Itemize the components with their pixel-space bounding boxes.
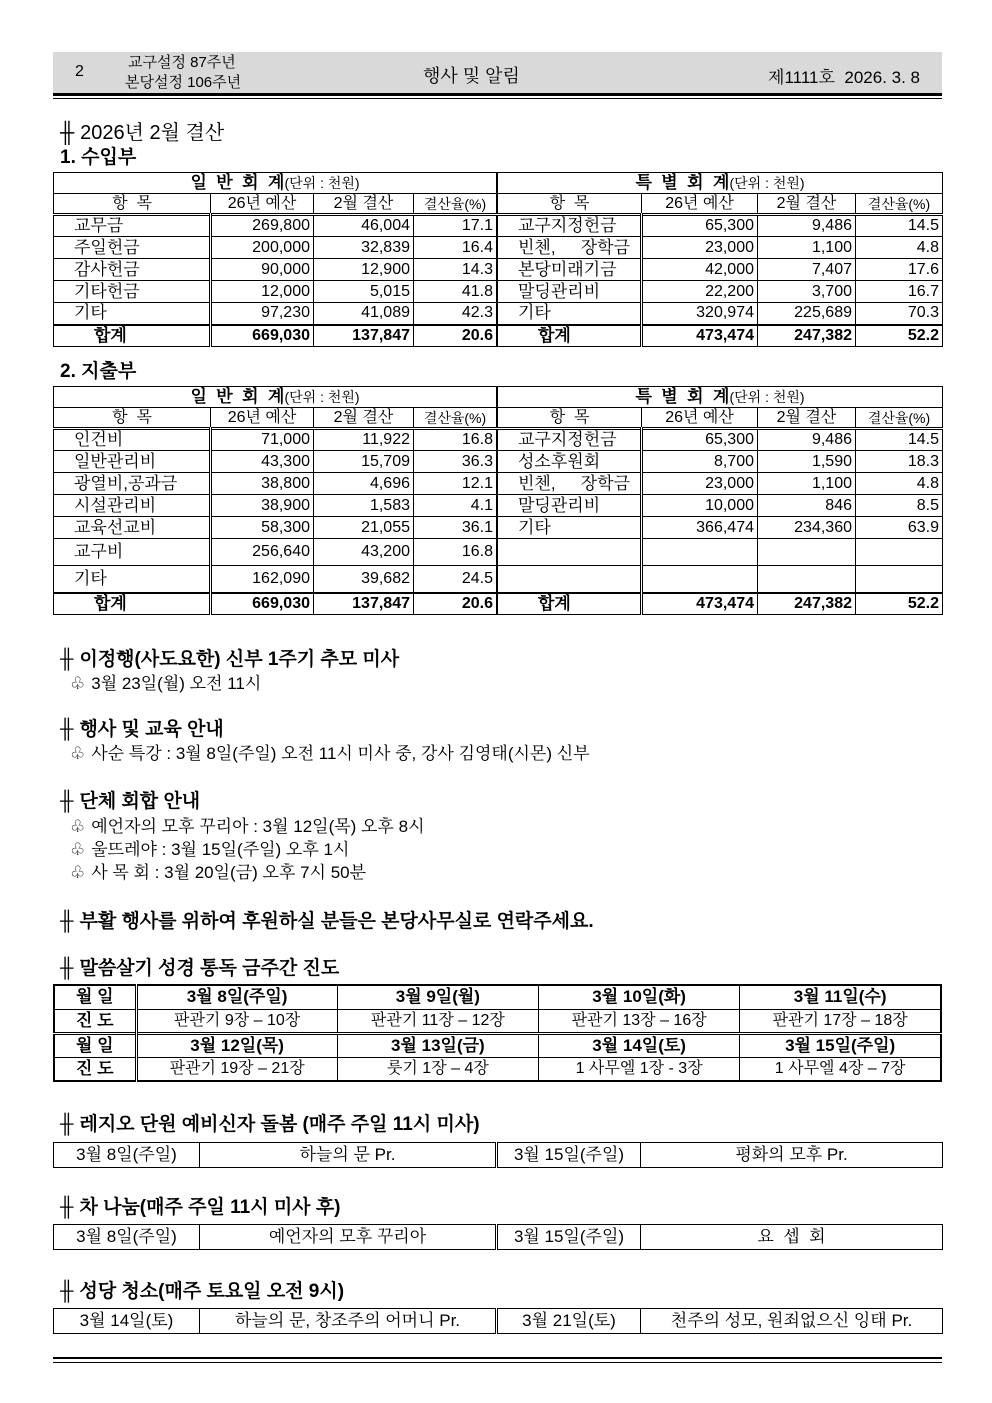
- table-row: [54, 281, 497, 303]
- table-row: [54, 215, 497, 237]
- rate-value: 63.9: [856, 517, 943, 539]
- reading-progress: 룻기 1장 – 4장: [337, 1057, 538, 1081]
- rate-value: 4.8: [856, 237, 943, 259]
- budget-value: 320,974: [642, 303, 758, 325]
- column-header: 결산율(%): [856, 408, 943, 429]
- events-item: ♧ 사순 특강 : 3월 8일(주일) 오전 11시 미사 중, 강사 김영태(시몬) 신부: [70, 744, 590, 763]
- rate-value: 36.3: [414, 451, 497, 473]
- table-row: [54, 429, 497, 451]
- budget-value: 42,000: [642, 259, 758, 281]
- reading-table: [53, 984, 942, 1082]
- expense-label: 2. 지출부: [60, 361, 137, 382]
- cleaning-table: [53, 1308, 943, 1334]
- row-item: [498, 539, 642, 566]
- header-divider: [53, 93, 942, 96]
- reading-progress: 1 사무엘 1장 - 3장: [539, 1057, 740, 1081]
- rate-value: 24.5: [414, 566, 497, 593]
- budget-value: 8,700: [642, 451, 758, 473]
- result-value: 11,922: [314, 429, 414, 451]
- column-header: 2월 결산: [314, 194, 414, 215]
- progress-label: 진 도: [54, 1057, 136, 1081]
- double-cross-icon: ╫: [60, 791, 74, 812]
- rate-value: 70.3: [856, 303, 943, 325]
- group-cell: 하늘의 문, 창조주의 어머니 Pr.: [200, 1309, 497, 1334]
- row-item: 광열비,공과금: [54, 473, 211, 495]
- column-header: 26년 예산: [642, 194, 758, 215]
- reading-progress-row: [54, 1009, 941, 1033]
- schedule-row: [54, 1309, 943, 1334]
- total-row: [54, 325, 497, 347]
- result-value: 9,486: [758, 429, 856, 451]
- reading-date: 3월 9일(월): [337, 985, 538, 1009]
- income-label: 1. 수입부: [60, 147, 137, 168]
- table-row: [54, 259, 497, 281]
- row-item: 기타: [54, 303, 211, 325]
- total-row: [54, 593, 497, 615]
- clover-icon: ♧: [70, 674, 86, 693]
- table-row: [498, 281, 943, 303]
- result-value: 3,700: [758, 281, 856, 303]
- reading-date: 3월 15일(주일): [740, 1033, 941, 1057]
- column-header: 결산율(%): [414, 194, 497, 215]
- budget-value: 269,800: [211, 215, 314, 237]
- anniversary-diocese: 교구설정 87주년: [128, 54, 236, 71]
- table-row: [498, 303, 943, 325]
- expense-general-table: [53, 386, 497, 615]
- result-value: 32,839: [314, 237, 414, 259]
- rate-value: 8.5: [856, 495, 943, 517]
- date-cell: 3월 8일(주일): [54, 1225, 200, 1250]
- budget-value: 23,000: [642, 237, 758, 259]
- table-row: [54, 517, 497, 539]
- rate-value: 4.1: [414, 495, 497, 517]
- result-value: 41,089: [314, 303, 414, 325]
- budget-value: 43,300: [211, 451, 314, 473]
- budget-value: [642, 566, 758, 593]
- double-cross-icon: ╫: [60, 649, 74, 670]
- total-value: 247,382: [758, 593, 856, 615]
- table-title-text: 특 별 회 계: [635, 386, 730, 406]
- row-item: 본당미래기금: [498, 259, 642, 281]
- result-value: 46,004: [314, 215, 414, 237]
- footer-divider-thin: [53, 1362, 942, 1363]
- settlement-heading: [60, 122, 224, 144]
- rate-value: 16.8: [414, 429, 497, 451]
- total-label: 합계: [54, 593, 211, 615]
- row-item: 빈첸, 장학금: [498, 473, 642, 495]
- table-row: [54, 451, 497, 473]
- table-title-text: 특 별 회 계: [635, 172, 730, 192]
- table-row: [498, 429, 943, 451]
- clover-icon: ♧: [70, 744, 86, 763]
- row-item: 감사헌금: [54, 259, 211, 281]
- table-row: [54, 473, 497, 495]
- table-row: [498, 566, 943, 593]
- schedule-row: [54, 1225, 943, 1250]
- reading-heading: ╫ 말씀살기 성경 통독 금주간 진도: [60, 958, 340, 979]
- result-value: 5,015: [314, 281, 414, 303]
- table-row: [54, 566, 497, 593]
- rate-value: 17.1: [414, 215, 497, 237]
- double-cross-icon: ╫: [60, 1197, 74, 1218]
- events-heading: ╫ 행사 및 교육 안내: [60, 719, 224, 740]
- legio-heading: ╫ 레지오 단원 예비신자 돌봄 (매주 주일 11시 미사): [60, 1114, 480, 1135]
- row-item: 빈첸, 장학금: [498, 237, 642, 259]
- budget-value: 97,230: [211, 303, 314, 325]
- table-title-text: 일 반 회 계: [190, 172, 285, 192]
- result-value: 9,486: [758, 215, 856, 237]
- groups-item: ♧ 사 목 회 : 3월 20일(금) 오후 7시 50분: [70, 863, 367, 882]
- row-item: 교무금: [54, 215, 211, 237]
- table-title: [54, 173, 497, 194]
- row-item: 말딩관리비: [498, 281, 642, 303]
- tea-table: [53, 1224, 943, 1250]
- total-value: 137,847: [314, 325, 414, 347]
- reading-progress: 판관기 13장 – 16장: [539, 1009, 740, 1033]
- memorial-heading: ╫ 이정행(사도요한) 신부 1주기 추모 미사: [60, 649, 400, 670]
- column-header: 결산율(%): [856, 194, 943, 215]
- result-value: 12,900: [314, 259, 414, 281]
- rate-value: 12.1: [414, 473, 497, 495]
- total-value: 247,382: [758, 325, 856, 347]
- date-cell: 3월 14일(토): [54, 1309, 200, 1334]
- progress-label: 진 도: [54, 1009, 136, 1033]
- column-header: 2월 결산: [758, 408, 856, 429]
- tea-heading: ╫ 차 나눔(매주 주일 11시 미사 후): [60, 1197, 341, 1218]
- footer-divider: [53, 1357, 942, 1359]
- budget-value: 23,000: [642, 473, 758, 495]
- total-value: 20.6: [414, 325, 497, 347]
- table-title: [54, 387, 497, 408]
- column-header: 항 목: [54, 408, 211, 429]
- budget-value: 22,200: [642, 281, 758, 303]
- total-row: [498, 325, 943, 347]
- budget-value: 366,474: [642, 517, 758, 539]
- total-value: 52.2: [856, 325, 943, 347]
- row-item: 일반관리비: [54, 451, 211, 473]
- unit-label: (단위 : 천원): [729, 174, 805, 191]
- table-row: [498, 451, 943, 473]
- income-general-table: [53, 172, 497, 347]
- result-value: [758, 539, 856, 566]
- row-item: 교구지정헌금: [498, 429, 642, 451]
- column-header: 2월 결산: [758, 194, 856, 215]
- legio-table: [53, 1142, 943, 1168]
- table-title-text: 일 반 회 계: [190, 386, 285, 406]
- result-value: 15,709: [314, 451, 414, 473]
- table-row: [498, 539, 943, 566]
- clover-icon: ♧: [70, 817, 86, 836]
- reading-date: 3월 13일(금): [337, 1033, 538, 1057]
- budget-value: 12,000: [211, 281, 314, 303]
- date-cell: 3월 8일(주일): [54, 1143, 200, 1168]
- anniversary-parish: 본당설정 106주년: [125, 74, 242, 91]
- rate-value: 36.1: [414, 517, 497, 539]
- result-value: 43,200: [314, 539, 414, 566]
- budget-value: [642, 539, 758, 566]
- row-item: 기타: [498, 303, 642, 325]
- result-value: 7,407: [758, 259, 856, 281]
- budget-value: 65,300: [642, 215, 758, 237]
- table-row: [498, 495, 943, 517]
- result-value: 846: [758, 495, 856, 517]
- row-item: 인건비: [54, 429, 211, 451]
- rate-value: 16.8: [414, 539, 497, 566]
- reading-date: 3월 12일(목): [136, 1033, 337, 1057]
- reading-progress: 판관기 19장 – 21장: [136, 1057, 337, 1081]
- date-cell: 3월 21일(토): [497, 1309, 641, 1334]
- result-value: 1,100: [758, 473, 856, 495]
- total-label: 합계: [498, 593, 642, 615]
- table-row: [54, 303, 497, 325]
- total-row: [498, 593, 943, 615]
- table-row: [498, 259, 943, 281]
- rate-value: 16.4: [414, 237, 497, 259]
- table-title: [498, 387, 943, 408]
- budget-value: 162,090: [211, 566, 314, 593]
- table-row: [54, 495, 497, 517]
- total-value: 473,474: [642, 593, 758, 615]
- column-header: 결산율(%): [414, 408, 497, 429]
- table-row: [54, 237, 497, 259]
- result-value: 4,696: [314, 473, 414, 495]
- header-title: 행사 및 알림: [423, 66, 520, 86]
- rate-value: [856, 539, 943, 566]
- date-cell: 3월 15일(주일): [497, 1225, 641, 1250]
- result-value: 234,360: [758, 517, 856, 539]
- rate-value: 41.8: [414, 281, 497, 303]
- row-item: 교구지정헌금: [498, 215, 642, 237]
- column-header: 항 목: [498, 408, 642, 429]
- result-value: 225,689: [758, 303, 856, 325]
- total-value: 20.6: [414, 593, 497, 615]
- table-title: [498, 173, 943, 194]
- cleaning-heading: ╫ 성당 청소(매주 토요일 오전 9시): [60, 1281, 345, 1302]
- rate-value: 16.7: [856, 281, 943, 303]
- rate-value: 4.8: [856, 473, 943, 495]
- reading-date: 3월 8일(주일): [136, 985, 337, 1009]
- easter-notice: ╫ 부활 행사를 위하여 후원하실 분들은 본당사무실로 연락주세요.: [60, 911, 594, 932]
- page-number: 2: [75, 63, 84, 80]
- date-label: 월 일: [54, 985, 136, 1009]
- total-value: 669,030: [211, 593, 314, 615]
- total-value: 52.2: [856, 593, 943, 615]
- reading-date: 3월 11일(수): [740, 985, 941, 1009]
- reading-date-row: [54, 1033, 941, 1057]
- groups-item: ♧ 예언자의 모후 꾸리아 : 3월 12일(목) 오후 8시: [70, 817, 425, 836]
- schedule-row: [54, 1143, 943, 1168]
- table-row: [498, 517, 943, 539]
- rate-value: 14.3: [414, 259, 497, 281]
- result-value: 1,590: [758, 451, 856, 473]
- budget-value: 58,300: [211, 517, 314, 539]
- table-row: [498, 473, 943, 495]
- date-label: 월 일: [54, 1033, 136, 1057]
- clover-icon: ♧: [70, 863, 86, 882]
- rate-value: 17.6: [856, 259, 943, 281]
- settlement-title: 2026년 2월 결산: [80, 122, 225, 144]
- double-cross-icon: ╫: [60, 911, 74, 932]
- rate-value: 14.5: [856, 429, 943, 451]
- row-item: 교육선교비: [54, 517, 211, 539]
- reading-progress: 판관기 11장 – 12장: [337, 1009, 538, 1033]
- group-cell: 천주의 성모, 원죄없으신 잉태 Pr.: [641, 1309, 943, 1334]
- row-item: 교구비: [54, 539, 211, 566]
- double-cross-icon: ╫: [60, 719, 74, 740]
- budget-value: 38,800: [211, 473, 314, 495]
- column-header: 항 목: [498, 194, 642, 215]
- budget-value: 10,000: [642, 495, 758, 517]
- row-item: 기타: [54, 566, 211, 593]
- double-cross-icon: ╫: [60, 122, 75, 144]
- result-value: 39,682: [314, 566, 414, 593]
- result-value: [758, 566, 856, 593]
- groups-heading: ╫ 단체 회합 안내: [60, 791, 201, 812]
- rate-value: 42.3: [414, 303, 497, 325]
- budget-value: 38,900: [211, 495, 314, 517]
- group-cell: 예언자의 모후 꾸리아: [200, 1225, 497, 1250]
- column-header: 26년 예산: [211, 194, 314, 215]
- expense-special-table: [497, 386, 943, 615]
- row-item: 기타: [498, 517, 642, 539]
- column-header: 항 목: [54, 194, 211, 215]
- reading-progress: 판관기 17장 – 18장: [740, 1009, 941, 1033]
- budget-value: 65,300: [642, 429, 758, 451]
- row-item: 말딩관리비: [498, 495, 642, 517]
- reading-progress-row: [54, 1057, 941, 1081]
- header-divider-thin: [53, 98, 942, 99]
- row-item: 기타헌금: [54, 281, 211, 303]
- income-special-table: [497, 172, 943, 347]
- result-value: 1,583: [314, 495, 414, 517]
- budget-value: 200,000: [211, 237, 314, 259]
- reading-progress: 판관기 9장 – 10장: [136, 1009, 337, 1033]
- column-header: 26년 예산: [211, 408, 314, 429]
- column-header: 2월 결산: [314, 408, 414, 429]
- budget-value: 256,640: [211, 539, 314, 566]
- reading-progress: 1 사무엘 4장 – 7장: [740, 1057, 941, 1081]
- date-cell: 3월 15일(주일): [497, 1143, 641, 1168]
- double-cross-icon: ╫: [60, 1114, 74, 1135]
- reading-date: 3월 10일(화): [539, 985, 740, 1009]
- result-value: 21,055: [314, 517, 414, 539]
- row-item: 성소후원회: [498, 451, 642, 473]
- double-cross-icon: ╫: [60, 958, 74, 979]
- group-cell: 하늘의 문 Pr.: [200, 1143, 497, 1168]
- rate-value: 14.5: [856, 215, 943, 237]
- budget-value: 90,000: [211, 259, 314, 281]
- issue-date: 제1111호 2026. 3. 8: [768, 68, 920, 87]
- table-row: [498, 237, 943, 259]
- row-item: 시설관리비: [54, 495, 211, 517]
- row-item: [498, 566, 642, 593]
- group-cell: 요 셉 회: [641, 1225, 943, 1250]
- row-item: 주일헌금: [54, 237, 211, 259]
- column-header: 26년 예산: [642, 408, 758, 429]
- group-cell: 평화의 모후 Pr.: [641, 1143, 943, 1168]
- unit-label: (단위 : 천원): [284, 388, 360, 405]
- rate-value: 18.3: [856, 451, 943, 473]
- total-value: 473,474: [642, 325, 758, 347]
- table-row: [54, 539, 497, 566]
- total-label: 합계: [54, 325, 211, 347]
- reading-date: 3월 14일(토): [539, 1033, 740, 1057]
- unit-label: (단위 : 천원): [284, 174, 360, 191]
- total-value: 669,030: [211, 325, 314, 347]
- total-value: 137,847: [314, 593, 414, 615]
- result-value: 1,100: [758, 237, 856, 259]
- reading-date-row: [54, 985, 941, 1009]
- budget-value: 71,000: [211, 429, 314, 451]
- header-bar: [53, 52, 942, 93]
- total-label: 합계: [498, 325, 642, 347]
- table-row: [498, 215, 943, 237]
- double-cross-icon: ╫: [60, 1281, 74, 1302]
- memorial-item: ♧ 3월 23일(월) 오전 11시: [70, 674, 262, 693]
- rate-value: [856, 566, 943, 593]
- unit-label: (단위 : 천원): [729, 388, 805, 405]
- groups-item: ♧ 울뜨레야 : 3월 15일(주일) 오후 1시: [70, 840, 350, 859]
- clover-icon: ♧: [70, 840, 86, 859]
